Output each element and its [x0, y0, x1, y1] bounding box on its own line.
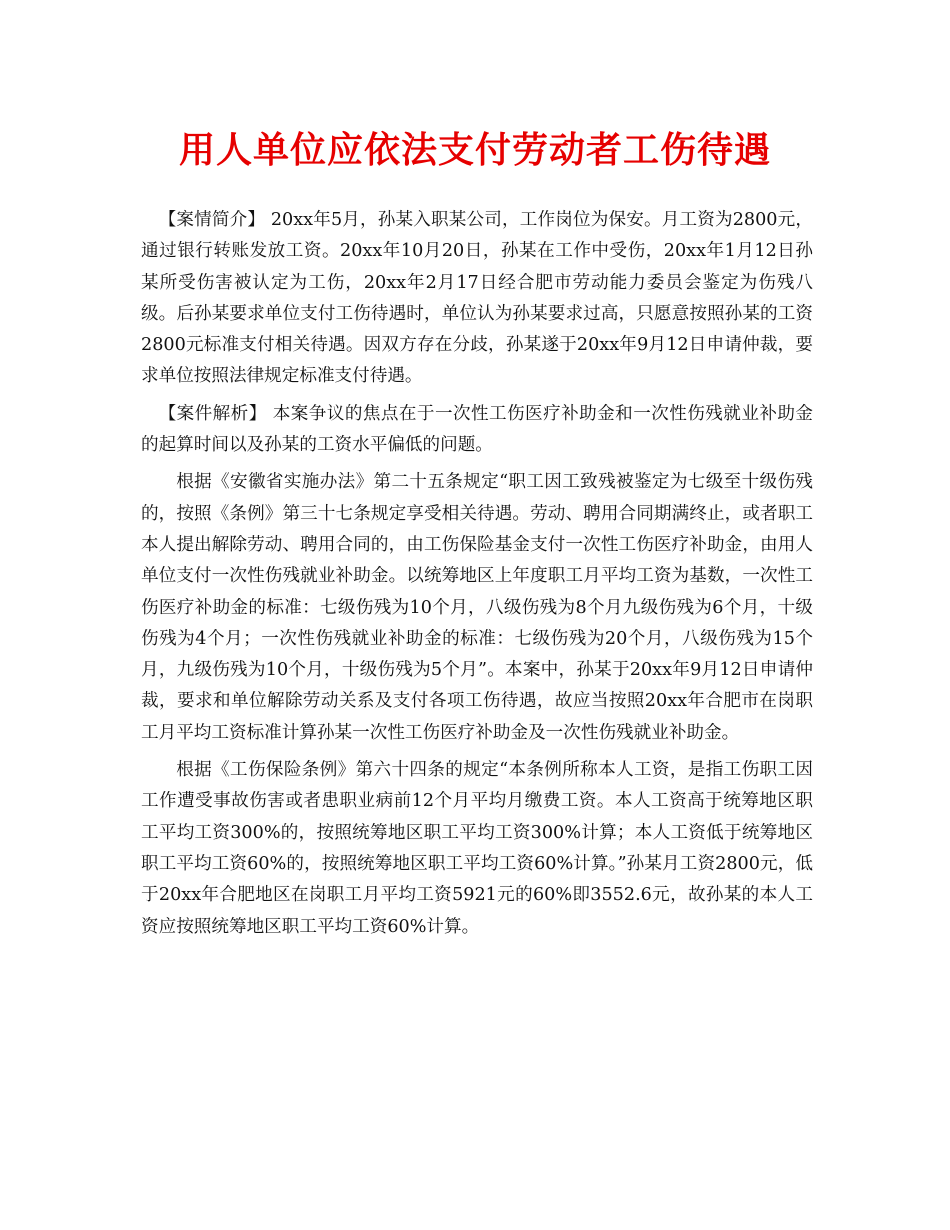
- case-analysis-text: 本案争议的焦点在于一次性工伤医疗补助金和一次性伤残就业补助金的起算时间以及孙某的工资水平偏低的问题。: [141, 403, 813, 456]
- document-body: [141, 205, 813, 949]
- document-title: 用人单位应依法支付劳动者工伤待遇: [178, 129, 771, 171]
- paragraph-insurance-regulation: [141, 755, 813, 943]
- case-summary-text: 20xx年5月，孙某入职某公司，工作岗位为保安。月工资为2800元，通过银行转账发放工资。20xx年10月20日，孙某在工作中受伤，20xx年1月12日孙某所受伤害被认定为工伤，20xx年2月17日经合肥市劳动能力委员会鉴定为伤残八级。后孙某要求单位支付工伤待遇时，单位认为孙某要求过高，只愿意按照孙某的工资2800元标准支付相关待遇。因双方存在分歧，孙某遂于20xx年9月12日申请仲裁，要求单位按照法律规定标准支付待遇。: [141, 210, 813, 387]
- paragraph-case-analysis: [141, 399, 813, 462]
- insurance-regulation-text: 根据《工伤保险条例》第六十四条的规定“本条例所称本人工资，是指工伤职工因工作遭受事故伤害或者患职业病前12个月平均月缴费工资。本人工资高于统筹地区职工平均工资300%的，按照统筹地区职工平均工资300%计算；本人工资低于统筹地区职工平均工资60%的，按照统筹地区职工平均工资60%计算。”孙某月工资2800元，低于20xx年合肥地区在岗职工月平均工资5921元的60%即3552.6元，故孙某的本人工资应按照统筹地区职工平均工资60%计算。: [141, 760, 813, 937]
- paragraph-anhui-regulation: [141, 467, 813, 749]
- case-analysis-label: 【案件解析】: [158, 403, 267, 424]
- case-summary-label: 【案情简介】: [158, 210, 266, 230]
- anhui-regulation-text: 根据《安徽省实施办法》第二十五条规定“职工因工致残被鉴定为七级至十级伤残的，按照《条例》第三十七条规定享受相关待遇。劳动、聘用合同期满终止，或者职工本人提出解除劳动、聘用合同的，由工伤保险基金支付一次性工伤医疗补助金，由用人单位支付一次性伤残就业补助金。以统筹地区上年度职工月平均工资为基数，一次性工伤医疗补助金的标准：七级伤残为10个月，八级伤残为8个月九级伤残为6个月，十级伤残为4个月；一次性伤残就业补助金的标准：七级伤残为20个月，八级伤残为15个月，九级伤残为10个月，十级伤残为5个月”。本案中，孙某于20xx年9月12日申请仲裁，要求和单位解除劳动关系及支付各项工伤待遇，故应当按照20xx年合肥市在岗职工月平均工资标准计算孙某一次性工伤医疗补助金及一次性伤残就业补助金。: [141, 472, 813, 743]
- paragraph-case-summary: [141, 205, 813, 393]
